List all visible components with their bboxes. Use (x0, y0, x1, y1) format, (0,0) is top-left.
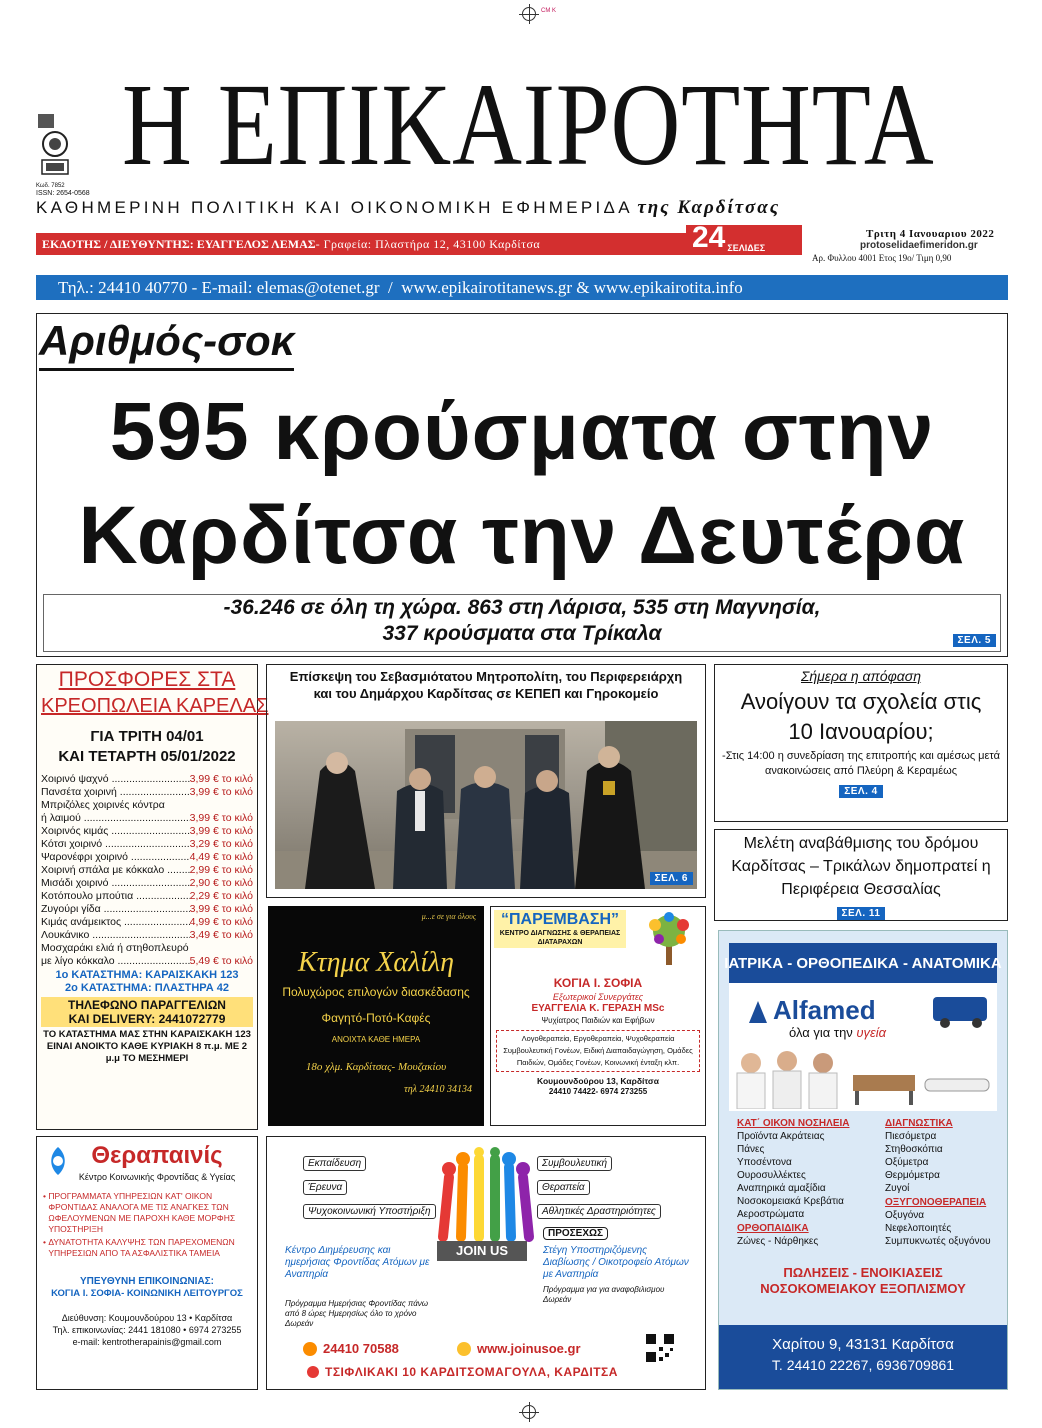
paremvasi-header (494, 910, 626, 948)
price-row (41, 851, 253, 864)
alfamed-list-item: Νεφελοποιητές (885, 1223, 952, 1234)
schools-story (714, 664, 1008, 822)
therapainis-bullet-2 (43, 1237, 251, 1259)
schools-page-badge: ΣΕΛ. 4 (839, 785, 882, 798)
phone-icon (303, 1342, 317, 1356)
lead-page-badge: ΣΕΛ. 5 (953, 634, 996, 647)
joinus-service: Ψυχοκοινωνική Υποστήριξη (303, 1204, 436, 1219)
price-item-price: 3,99 € το κιλό (189, 903, 253, 915)
price-row (41, 838, 253, 851)
therapainis-address: Διεύθυνση: Κουμουνδούρου 13 • Καρδίτσα (61, 1313, 233, 1323)
alfamed-slogan-a: όλα για την (789, 1025, 857, 1040)
paremvasi-tel: 24410 74422- 6974 273255 (548, 1087, 648, 1096)
contact-bar: Τηλ.: 24410 40770 - E-mail: elemas@otenet.gr / www.epikairotitanews.gr & www.epikairotita.info (36, 275, 1008, 300)
alfamed-list-item: Προϊόντα Ακράτειας (737, 1131, 825, 1142)
joinus-service: Θεραπεία (537, 1180, 590, 1195)
lead-kicker: Αριθμός-σοκ (39, 314, 294, 371)
lead-headline-2: Καρδίτσα την Δευτέρα (78, 490, 966, 581)
therapainis-ad (36, 1136, 258, 1390)
phone-number: ΚΑΙ DELIVERY: 2441072779 (68, 1012, 226, 1026)
price-item-name: Μισάδι χοιρινό ..... (41, 877, 190, 890)
price-item-price: 4,49 € το κιλό (189, 851, 253, 863)
price-item-name: Μοσχαράκι ελιά ή στηθοπλευρό (41, 942, 189, 954)
butcher-ad (36, 664, 269, 1130)
alfamed-slogan-b: υγεία (856, 1025, 887, 1040)
paremvasi-address: Κουμουνδούρου 13, Καρδίτσα (537, 1076, 659, 1086)
alfamed-list-item: Στηθοσκόπια (885, 1144, 943, 1155)
subtitle-tail: της Καρδίτσας (637, 197, 781, 218)
price-item-name: Λουκάνικο ..... (41, 929, 190, 942)
joinus-left-list (303, 1153, 433, 1225)
barcode-code: Κωδ. 7852 (36, 183, 65, 189)
bullet-icon: • (43, 1237, 49, 1247)
joinus-web: www.joinusoe.gr (477, 1341, 581, 1356)
lead-sub-box (43, 594, 1001, 652)
schools-title: Ανοίγουν τα σχολεία στις 10 Ιανουαρίου; (740, 689, 982, 744)
joinus-desc-right: Στέγη Υποστηριζόμενης Διαβίωσης / Οικοτροφείο Ατόμων με Αναπηρία (543, 1245, 689, 1280)
butcher-title-1: ΠΡΟΣΦΟΡΕΣ ΣΤΑ (58, 668, 236, 691)
price-list (41, 773, 253, 968)
price-item-name: Μπριζόλες χοιρινές κόντρα (41, 799, 165, 811)
joinus-phone: 24410 70588 (323, 1341, 399, 1356)
alfamed-col2-head: ΔΙΑΓΝΩΣΤΙΚΑ (885, 1118, 953, 1129)
alfamed-sales-2: ΝΟΣΟΚΟΜΕΙΑΚΟΥ ΕΞΟΠΛΙΣΜΟΥ (760, 1281, 966, 1296)
ktima-line-2: Φαγητό-Ποτό-Καφές (321, 1011, 431, 1025)
alfamed-slogan (789, 1025, 886, 1040)
store-2: 2ο ΚΑΤΑΣΤΗΜΑ: ΠΛΑΣΤΗΡΑ 42 (64, 982, 230, 994)
joinus-prog-left: Πρόγραμμα Ημερήσιας Φροντίδας πάνω από 8 ώρες Ημερησίως όλο το χρόνο Δωρεάν (285, 1299, 429, 1328)
schools-body: -Στις 14:00 η συνεδρίαση της επιτροπής και αμέσως μετά ανακοινώσεις από Πλεύρη & Κεραμέως (722, 750, 1000, 777)
joinus-address: ΤΣΙΦΛΙΚΑΚΙ 10 ΚΑΡΔΙΤΣΟΜΑΓΟΥΛΑ, ΚΑΡΔΙΤΣΑ (325, 1365, 618, 1379)
publisher: ΕΚΔΟΤΗΣ / ΔΙΕΥΘΥΝΤΗΣ: ΕΥΑΓΓΕΛΟΣ ΛΕΜΑΣ (42, 236, 316, 251)
therapainis-email: e-mail: kentrotherapainis@gmail.com (72, 1337, 222, 1347)
publisher-bar (36, 233, 686, 255)
price-row (41, 916, 253, 929)
joinus-service: Συμβουλευτική (537, 1156, 612, 1171)
visit-page-badge: ΣΕΛ. 6 (650, 872, 693, 885)
price-row (41, 942, 253, 955)
price-row (41, 786, 253, 799)
price-item-name: Κοτόπουλο μπούτια ..... (41, 890, 190, 903)
alfamed-ortho-list (737, 1235, 885, 1248)
price-row (41, 812, 253, 825)
price-row (41, 799, 253, 812)
price-item-name: Ζυγούρι γίδα ..... (41, 903, 190, 916)
alfamed-list-item: Ζυγοί (885, 1183, 910, 1194)
price-item-name: Πανσέτα χοιρινή ..... (41, 786, 190, 799)
price-row (41, 955, 253, 968)
joinus-service: Εκπαίδευση (303, 1156, 366, 1171)
price-row (41, 903, 253, 916)
alfamed-hero (729, 983, 997, 1111)
paremvasi-ad (490, 906, 706, 1126)
alfamed-list-item: Συμπυκνωτές οξυγόνου (885, 1236, 991, 1247)
alfamed-footer (719, 1325, 1007, 1389)
joinus-address-row (307, 1365, 618, 1379)
joinus-right-list (537, 1153, 687, 1225)
price-item-price: 2,29 € το κιλό (189, 890, 253, 902)
therapainis-resp-name: ΚΟΓΙΑ Ι. ΣΟΦΙΑ- ΚΟΙΝΩΝΙΚΗ ΛΕΙΤΟΥΡΓΟΣ (51, 1288, 243, 1299)
watermark: protoselidaefimeridon.gr (860, 240, 978, 251)
therapainis-bullet-2-text: ΔΥΝΑΤΟΤΗΤΑ ΚΑΛΥΨΗΣ ΤΩΝ ΠΑΡΕΧΟΜΕΝΩΝ ΥΠΗΡΕΣΙΩΝ ΑΠΟ ΤΑ ΑΣΦΑΛΙΣΤΙΚΑ ΤΑΜΕΙΑ (48, 1237, 235, 1258)
alfamed-sales-1: ΠΩΛΗΣΕΙΣ - ΕΝΟΙΚΙΑΣΕΙΣ (783, 1265, 943, 1280)
therapainis-logo-icon (45, 1145, 71, 1177)
registration-mark-top (522, 7, 536, 21)
price-item-name: Κότσι χοιρινό ..... (41, 838, 190, 851)
seal-icon (36, 112, 74, 178)
alfamed-logo-icon (747, 999, 769, 1025)
alfamed-list-item: Ζώνες - Νάρθηκες (737, 1236, 819, 1247)
joinus-soon: ΠΡΟΣΕΧΩΣ (543, 1227, 608, 1240)
road-title: Μελέτη αναβάθμισης του δρόμου Καρδίτσας – Τρικάλων δημοπρατεί η Περιφέρεια Θεσσαλίας (731, 835, 991, 898)
paremvasi-ext: Εξωτερικοί Συνεργάτες (552, 992, 644, 1002)
therapainis-title: Θεραπαινίς (91, 1142, 223, 1169)
alfamed-list-item: Νοσοκομειακά Κρεβάτια (737, 1196, 844, 1207)
price-row (41, 773, 253, 786)
alfamed-brand: Alfamed (773, 995, 876, 1025)
alfamed-col2-list (885, 1130, 993, 1195)
ktima-name: Κτημα Χαλίλη (297, 947, 455, 978)
qr-code-icon (645, 1333, 675, 1363)
price-item-price: 3,99 € το κιλό (189, 812, 253, 824)
therapainis-tel: Τηλ. επικοινωνίας: 2441 181080 • 6974 273255 (52, 1325, 242, 1335)
price-row (41, 929, 253, 942)
phone-label: ΤΗΛΕΦΩΝΟ ΠΑΡΑΓΓΕΛΙΩΝ (68, 998, 226, 1012)
visit-story (266, 664, 706, 898)
ktima-tel: τηλ 24410 34134 (404, 1084, 472, 1095)
therapainis-resp: ΥΠΕΥΘΥΝΗ ΕΠΙΚΟΙΝΩΝΙΑΣ: (79, 1276, 215, 1287)
alfamed-title-bar (724, 943, 1002, 983)
price-item-price: 3,99 € το κιλό (189, 773, 253, 785)
subtitle-main: ΚΑΘΗΜΕΡΙΝΗ ΠΟΛΙΤΙΚΗ ΚΑΙ ΟΙΚΟΝΟΜΙΚΗ ΕΦΗΜΕΡΙΔΑ (36, 198, 633, 217)
alfamed-ad (718, 930, 1008, 1390)
lead-headline-1: 595 κρούσματα στην (109, 386, 935, 477)
schools-kicker: Σήμερα η απόφαση (800, 668, 922, 684)
therapainis-bullet-1 (43, 1191, 251, 1235)
newspaper-subtitle (36, 197, 996, 219)
alfamed-title: ΙΑΤΡΙΚΑ - ΟΡΘΟΠΕΔΙΚΑ - ΑΝΑΤΟΜΙΚΑ (724, 954, 1002, 972)
price-item-price: 3,99 € το κιλό (189, 825, 253, 837)
barcode-block (36, 112, 90, 197)
alfamed-list-item: Αναπηρικά αμαξίδια (737, 1183, 826, 1194)
joinus-web-row (457, 1341, 581, 1356)
price-item-name: Χοιρινό ψαχνό ..... (41, 773, 190, 786)
lead-story (36, 313, 1008, 657)
price-item-name: Κιμάς ανάμεικτος ..... (41, 916, 190, 929)
ktima-top: μ...ε σε για όλους (421, 912, 476, 921)
price-item-price: 3,29 € το κιλό (189, 838, 253, 850)
butcher-dates-1: ΓΙΑ ΤΡΙΤΗ 04/01 (90, 728, 204, 745)
visit-photo (275, 721, 697, 889)
alfamed-oxy-head: ΟΞΥΓΟΝΟΘΕΡΑΠΕΙΑ (885, 1197, 987, 1208)
joinus-logo-label: JOIN US (437, 1241, 527, 1261)
ktima-line-1: Πολυχώρος επιλογών διασκέδασης (282, 985, 470, 999)
pages-number: 24 (692, 221, 726, 254)
pages-label: ΣΕΛΙΔΕΣ (727, 243, 766, 253)
price-row (41, 825, 253, 838)
web-icon (457, 1342, 471, 1356)
issn: ISSN: 2654-0568 (36, 190, 90, 197)
joinus-ad (266, 1136, 706, 1390)
paremvasi-title: “ΠΑΡΕΜΒΑΣΗ” (500, 911, 620, 928)
ktima-line-3: ΑΝΟΙΧΤΑ ΚΑΘΕ ΗΜΕΡΑ (331, 1035, 421, 1044)
alfamed-list-item: Οξύμετρα (885, 1157, 929, 1168)
therapainis-bullet-1-text: ΠΡΟΓΡΑΜΜΑΤΑ ΥΠΗΡΕΣΙΩΝ ΚΑΤ' ΟΙΚΟΝ ΦΡΟΝΤΙΔΑΣ ΑΝΑΛΟΓΑ ΜΕ ΤΙΣ ΑΝΑΓΚΕΣ ΤΩΝ ΩΦΕΛΟΥΜΕΝΩΝ ΜΕ ΠΑΡΟΧΗ ΚΑΘΕ ΜΟΡΦΗΣ ΥΠΟΣΤΗΡΙΞΗ (48, 1191, 236, 1234)
phone-box (41, 997, 253, 1027)
paremvasi-ext-name: ΕΥΑΓΓΕΛΙΑ Κ. ΓΕΡΑΣΗ MSc (531, 1003, 665, 1014)
price-item-price: 3,99 € το κιλό (189, 786, 253, 798)
alfamed-products-art (729, 1045, 997, 1109)
paremvasi-sub: ΚΕΝΤΡΟ ΔΙΑΓΝΩΣΗΣ & ΘΕΡΑΠΕΙΑΣ ΔΙΑΤΑΡΑΧΩΝ (499, 930, 621, 946)
road-page-badge: ΣΕΛ. 11 (837, 907, 886, 920)
paremvasi-ext-role: Ψυχίατρος Παιδιών και Εφήβων (541, 1016, 655, 1025)
paremvasi-services: Λογοθεραπεία, Εργοθεραπεία, Ψυχοθεραπεία Συμβουλευτική Γονέων, Ειδική Διαπαιδαγώγηση, Ομάδες Παιδιών, Ομάδες Γονέων, Κοινωνική ένταξη κλπ. (496, 1030, 700, 1072)
alfamed-list-item: Ουροσυλλέκτες (737, 1170, 806, 1181)
paremvasi-name: ΚΟΓΙΑ Ι. ΣΟΦΙΑ (553, 976, 643, 990)
price-item-price: 5,49 € το κιλό (189, 955, 253, 967)
alfamed-oxy-list (885, 1209, 993, 1248)
alfamed-list-item: Πάνες (737, 1144, 765, 1155)
price-item-price: 2,90 € το κιλό (189, 877, 253, 889)
alfamed-tel: Τ. 24410 22267, 6936709861 (771, 1357, 955, 1373)
alfamed-list-item: Υποσέντονα (737, 1157, 792, 1168)
joinus-logo-art (431, 1147, 541, 1247)
issue-date: Τριτη 4 Ιανουαριου 2022 (866, 228, 995, 240)
butcher-dates-2: ΚΑΙ ΤΕΤΑΡΤΗ 05/01/2022 (58, 748, 236, 765)
ktima-ad (268, 906, 484, 1126)
pages-badge (686, 221, 802, 255)
price-item-name: Χοιρινή σπάλα με κόκκαλο ..... (41, 864, 190, 877)
alfamed-col1-head: ΚΑΤ΄ ΟΙΚΟΝ ΝΟΣΗΛΕΙΑ (737, 1118, 850, 1129)
location-icon (307, 1366, 319, 1378)
visit-caption: Επίσκεψη του Σεβασμιότατου Μητροπολίτη, του Περιφερειάρχη και του Δημάρχου Καρδίτσας σε ΚΕΠΕΠ και Γηροκομείο (289, 669, 683, 701)
price-item-name: με λίγο κόκκαλο ..... (41, 955, 190, 968)
newspaper-title: Η ΕΠΙΚΑΙΡΟΤΗΤΑ (122, 59, 935, 190)
offices: - Γραφεία: Πλαστήρα 12, 43100 Καρδίτσα (315, 236, 541, 251)
registration-mark-bottom (522, 1405, 536, 1419)
ktima-address: 18ο χλμ. Καρδίτσας- Μουζακίου (305, 1061, 447, 1073)
alfamed-address: Χαρίτου 9, 43131 Καρδίτσα (772, 1336, 954, 1353)
price-item-name: ή λαιμού ..... (41, 812, 190, 825)
joinus-service: Αθλητικές Δραστηριότητες (537, 1204, 661, 1219)
visit-photo-art (275, 721, 697, 889)
store-1: 1ο ΚΑΤΑΣΤΗΜΑ: ΚΑΡΑΙΣΚΑΚΗ 123 (55, 969, 239, 981)
alfamed-list-item: Αεροστρώματα (737, 1209, 805, 1220)
price-row (41, 864, 253, 877)
alfamed-ortho-head: ΟΡΘΟΠΑΙΔΙΚΑ (737, 1223, 809, 1234)
price-item-price: 3,49 € το κιλό (189, 929, 253, 941)
joinus-prog-right: Πρόγραμμα για για αναφοβιλισμου Δωρεάν (543, 1285, 665, 1304)
alfamed-list-item: Θερμόμετρα (885, 1170, 940, 1181)
issue-meta: Αρ. Φυλλου 4001 Ετος 19ο/ Τιμη 0,90 (812, 253, 952, 263)
lead-sub-2: 337 κρούσματα στα Τρίκαλα (382, 622, 662, 645)
tree-icon (639, 911, 699, 967)
bullet-icon: • (43, 1191, 49, 1201)
therapainis-sub: Κέντρο Κοινωνικής Φροντίδας & Υγείας (78, 1172, 236, 1182)
price-row (41, 877, 253, 890)
alfamed-list-item: Οξυγόνα (885, 1210, 925, 1221)
road-story (714, 829, 1008, 921)
price-item-name: Χοιρινός κιμάς ..... (41, 825, 190, 838)
price-row (41, 890, 253, 903)
cmyk-label: CM K (541, 8, 556, 14)
joinus-phone-row (303, 1341, 399, 1356)
price-item-price: 4,99 € το κιλό (189, 916, 253, 928)
alfamed-list-item: Πιεσόμετρα (885, 1131, 937, 1142)
van-icon (931, 991, 991, 1031)
sunday-note: ΤΟ ΚΑΤΑΣΤΗΜΑ ΜΑΣ ΣΤΗΝ ΚΑΡΑΙΣΚΑΚΗ 123 ΕΙΝΑΙ ΑΝΟΙΚΤΟ ΚΑΘΕ ΚΥΡΙΑΚΗ 8 π.μ. ΜΕ 2 μ.μ ΤΟ ΜΕΣΗΜΕΡΙ (43, 1029, 251, 1064)
lead-sub-1: -36.246 σε όλη τη χώρα. 863 στη Λάρισα, 535 στη Μαγνησία, (223, 596, 821, 619)
butcher-title-2: ΚΡΕΟΠΩΛΕΙΑ ΚΑΡΕΛΑΣ (41, 695, 269, 717)
price-item-name: Ψαρονέφρι χοιρινό ..... (41, 851, 190, 864)
alfamed-col1-list (737, 1130, 885, 1221)
joinus-desc-left: Κέντρο Διημέρευσης και ημερήσιας Φροντίδας Ατόμων με Αναπηρία (285, 1245, 430, 1280)
joinus-service: Έρευνα (303, 1180, 347, 1195)
price-item-price: 2,99 € το κιλό (189, 864, 253, 876)
